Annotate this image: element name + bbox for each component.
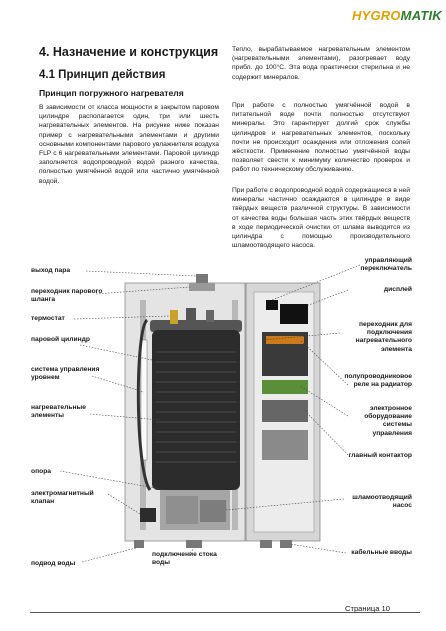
drain-shape <box>186 540 202 548</box>
label-support: опора <box>31 468 52 475</box>
label-main-contactor: главный контактор <box>348 452 412 459</box>
label-solenoid-valve: электромагнитный клапан <box>31 490 94 506</box>
display-shape <box>280 304 308 324</box>
label-steam-hose-adapter: переходник парового шланга <box>31 288 103 304</box>
page-number: Страница 10 <box>345 604 390 613</box>
label-display: дисплей <box>383 286 412 293</box>
steam-cylinder-shape <box>152 330 240 490</box>
pump-body <box>166 496 198 524</box>
section-heading: 4. Назначение и конструкция <box>39 45 219 59</box>
label-sludge-pump: шламоотводящий насос <box>352 494 412 510</box>
subtitle-heading: Принцип погружного нагревателя <box>39 88 184 98</box>
sludge-pump-shape <box>200 500 226 522</box>
label-cable-glands: кабельные вводы <box>351 549 412 556</box>
solenoid-valve-shape <box>140 508 156 522</box>
solid-state-relay-shape <box>266 336 304 344</box>
label-level-control: система управления уровнем <box>31 366 100 382</box>
subsection-heading: 4.1 Принцип действия <box>39 69 166 81</box>
label-drain-connection: подключение стока воды <box>152 551 217 567</box>
cable-gland-2 <box>280 540 292 548</box>
main-contactor-shape <box>262 400 308 422</box>
thermostat-shape <box>170 310 178 324</box>
fitting-2 <box>206 310 214 322</box>
label-thermostat: термостат <box>31 315 65 322</box>
logo-part-hygro: HYGRO <box>352 8 401 23</box>
paragraph-right-2: При работе с полностью умягчённой водой в питательной воде почти полностью отсутствуют минералы. Это гарантирует долгий срок службы цилиндров и нагревательных элементов, поскольку почти не происходит осаждения или отложения солей жёсткости. Применение полностью умягчённой воды позволяет свести к минимуму количество проверок и работ по техническому обслуживанию. <box>232 102 410 174</box>
paragraph-right-1: Тепло, вырабатываемое нагревательным элементом (нагревательными элементами), разогревает воду прибл. до 100°C. Эта вода практически стерильна и не содержит минералов. <box>232 46 410 81</box>
paragraph-left: В зависимости от класса мощности в закрытом паровом цилиндре располагается один, три или шесть нагревательных элементов. На рисунке ниже показан пример с нагревательными элементами и другими основными компонентами парового увлажнителя воздуха FLP с 6 нагревательными элементами. Паровой цилиндр заполняется водопроводной водой разного качества, полностью умягчённой водой или частично умягчённой водой. <box>39 104 219 185</box>
label-control-switch: управляющий переключатель <box>360 257 412 273</box>
terminal-block-shape <box>262 430 308 460</box>
cable-gland-1 <box>260 540 272 548</box>
label-water-inlet: подвод воды <box>31 560 76 567</box>
label-ssr-radiator: полупроводниковое реле на радиатор <box>344 373 412 389</box>
logo-part-matik: MATIK <box>400 8 442 23</box>
label-heating-elements: нагревательные элементы <box>31 404 86 420</box>
water-inlet-shape <box>134 540 144 548</box>
label-steam-outlet: выход пара <box>31 267 71 274</box>
paragraph-right-3: При работе с водопроводной водой содержащиеся в ней минералы частично осаждаются в цилиндре в виде твёрдых веществ различной структуры. В зависимости от качества воды большая часть этих твёрдых веществ в ходе периодической очистки от шлама выводится из цилиндра с помощью производительного шламоотводящего насоса. <box>232 187 410 250</box>
fitting-1 <box>186 308 196 322</box>
label-heater-connector: переходник для подключения нагревательного элемента <box>355 321 412 353</box>
label-control-electronics: электронное оборудование системы управления <box>364 405 412 437</box>
label-steam-cylinder: паровой цилиндр <box>31 336 90 343</box>
control-switch-shape <box>266 300 278 310</box>
hose-adapter-shape <box>189 283 215 291</box>
